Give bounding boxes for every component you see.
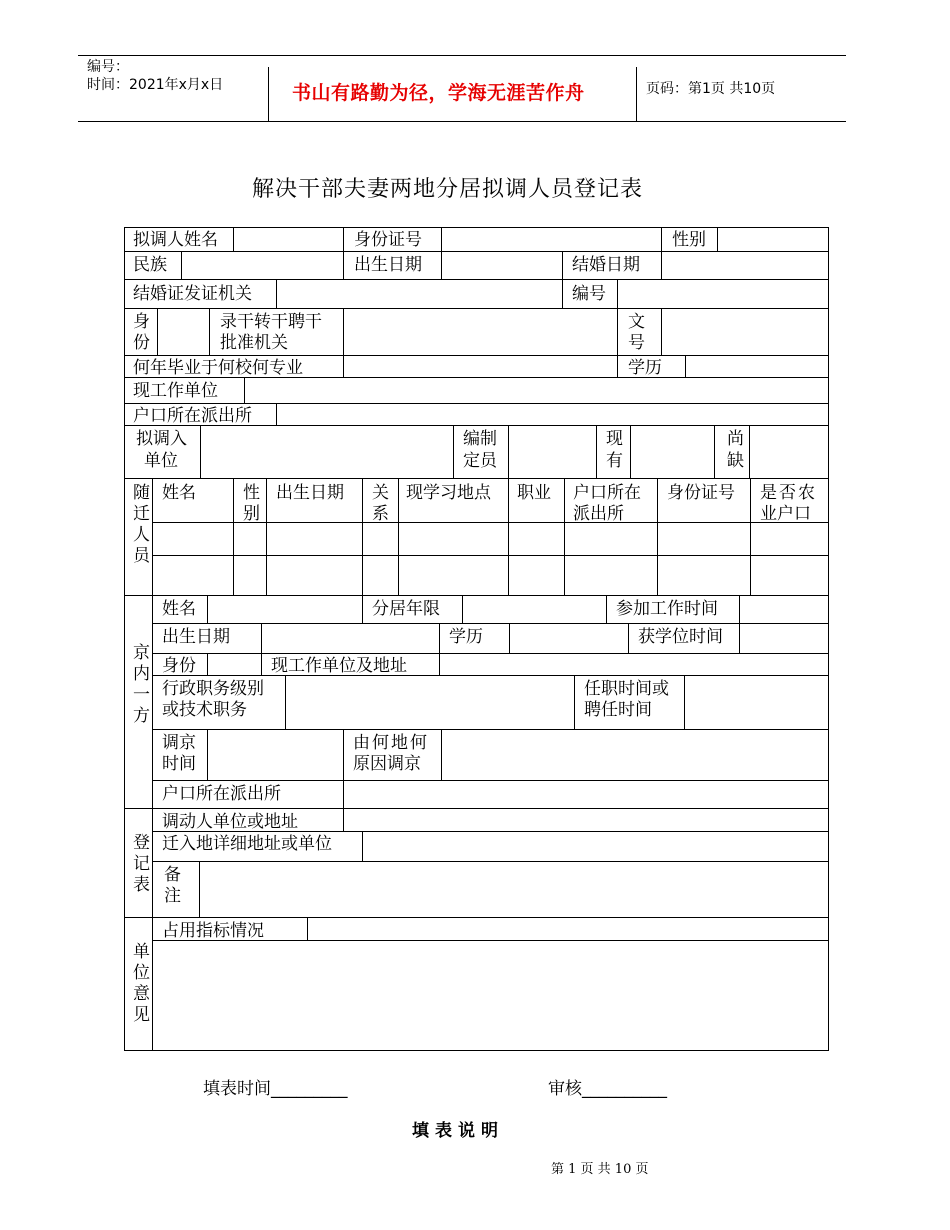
time-label: 时间：2021年x月x日 (87, 77, 224, 93)
motto-text: 书山有路勤为径，学海无涯苦作舟 (292, 82, 585, 104)
side-beijing-3: 一 (133, 685, 150, 705)
label-police-station: 户口所在派出所 (133, 406, 252, 426)
col-sex-2: 别 (243, 504, 260, 524)
side-accompany-2: 迁 (133, 504, 150, 524)
label-current-2: 有 (606, 451, 623, 471)
col-birth-date: 出生日期 (276, 483, 344, 503)
bj-label-identity: 身份 (162, 656, 196, 676)
col-hukou-2: 派出所 (573, 504, 624, 524)
bj-label-reason-2: 原因调京 (353, 754, 421, 774)
bj-label-education: 学历 (449, 627, 483, 647)
label-approval-2: 批准机关 (220, 333, 288, 353)
label-current-unit: 现工作单位 (133, 381, 218, 401)
side-beijing-2: 内 (133, 664, 150, 684)
bj-label-degree-time: 获学位时间 (638, 627, 723, 647)
col-study-place: 现学习地点 (406, 483, 491, 503)
label-candidate-name: 拟调人姓名 (133, 230, 218, 250)
label-shen: 身 (133, 312, 150, 332)
side-accompany-3: 人 (133, 525, 150, 545)
bj-label-police: 户口所在派出所 (162, 784, 281, 804)
col-hukou-1: 户口所在 (573, 483, 641, 503)
col-relation-1: 关 (372, 483, 389, 503)
reg-label-destination: 迁入地详细地址或单位 (162, 834, 332, 854)
bj-label-birth: 出生日期 (162, 627, 230, 647)
side-accompany-4: 员 (133, 546, 150, 566)
label-id-number: 身份证号 (354, 230, 422, 250)
bj-label-transfer-time-1: 调京 (162, 733, 196, 753)
label-target-unit-2: 单位 (144, 451, 178, 471)
label-marriage-date: 结婚日期 (572, 255, 640, 275)
label-fen: 份 (133, 333, 150, 353)
bj-label-years: 分居年限 (372, 599, 440, 619)
col-relation-2: 系 (372, 504, 389, 524)
col-sex-1: 性 (243, 483, 260, 503)
label-approval-1: 录干转干聘干 (220, 312, 322, 332)
label-certificate-number: 编号 (572, 284, 606, 304)
col-agri-1: 是否农 (760, 483, 817, 503)
col-agri-2: 业户口 (760, 504, 811, 524)
bj-label-appoint-1: 任职时间或 (584, 679, 669, 699)
bj-label-appoint-2: 聘任时间 (584, 700, 652, 720)
label-sex: 性别 (672, 230, 706, 250)
side-beijing-4: 方 (133, 706, 150, 726)
reg-label-remark-1: 备 (164, 865, 181, 885)
label-birth-date: 出生日期 (354, 255, 422, 275)
side-register-3: 表 (133, 875, 150, 895)
serial-label: 编号： (87, 59, 129, 75)
label-target-unit-1: 拟调入 (136, 429, 187, 449)
side-beijing-1: 京 (133, 643, 150, 663)
bj-label-rank-1: 行政职务级别 (162, 679, 264, 699)
side-opinion-4: 见 (133, 1005, 150, 1025)
side-accompany-1: 随 (133, 483, 150, 503)
instruction-heading: 填表说明 (412, 1121, 504, 1141)
bj-label-unit-address: 现工作单位及地址 (271, 656, 407, 676)
col-name: 姓名 (162, 483, 196, 503)
form-title: 解决干部夫妻两地分居拟调人员登记表 (252, 177, 644, 202)
opinion-label-quota: 占用指标情况 (162, 921, 264, 941)
label-quota-1: 编制 (463, 429, 497, 449)
side-opinion-1: 单 (133, 942, 150, 962)
label-education: 学历 (628, 358, 662, 378)
label-certificate-office: 结婚证发证机关 (133, 284, 252, 304)
page-number: 第 1 页 共 10 页 (551, 1162, 649, 1177)
label-graduation: 何年毕业于何校何专业 (133, 358, 303, 378)
label-nation: 民族 (133, 255, 167, 275)
side-register-2: 记 (133, 854, 150, 874)
reg-label-mover: 调动人单位或地址 (162, 812, 298, 832)
fill-time-label: 填表时间_________ (203, 1079, 348, 1099)
label-wen: 文 (628, 312, 645, 332)
label-current-1: 现 (606, 429, 623, 449)
bj-label-name: 姓名 (162, 599, 196, 619)
side-opinion-3: 意 (133, 984, 150, 1004)
bj-label-rank-2: 或技术职务 (162, 700, 247, 720)
review-label: 审核__________ (548, 1079, 667, 1099)
label-shortage-1: 尚 (727, 429, 744, 449)
side-opinion-2: 位 (133, 963, 150, 983)
reg-label-remark-2: 注 (164, 886, 181, 906)
col-id-number: 身份证号 (667, 483, 735, 503)
label-hao: 号 (628, 333, 645, 353)
label-shortage-2: 缺 (727, 451, 744, 471)
col-occupation: 职业 (517, 483, 551, 503)
bj-label-work-time: 参加工作时间 (616, 599, 718, 619)
bj-label-reason-1: 由何地何 (353, 733, 429, 753)
label-quota-2: 定员 (463, 451, 497, 471)
side-register-1: 登 (133, 833, 150, 853)
bj-label-transfer-time-2: 时间 (162, 754, 196, 774)
page-label: 页码：第1页 共10页 (646, 81, 776, 97)
